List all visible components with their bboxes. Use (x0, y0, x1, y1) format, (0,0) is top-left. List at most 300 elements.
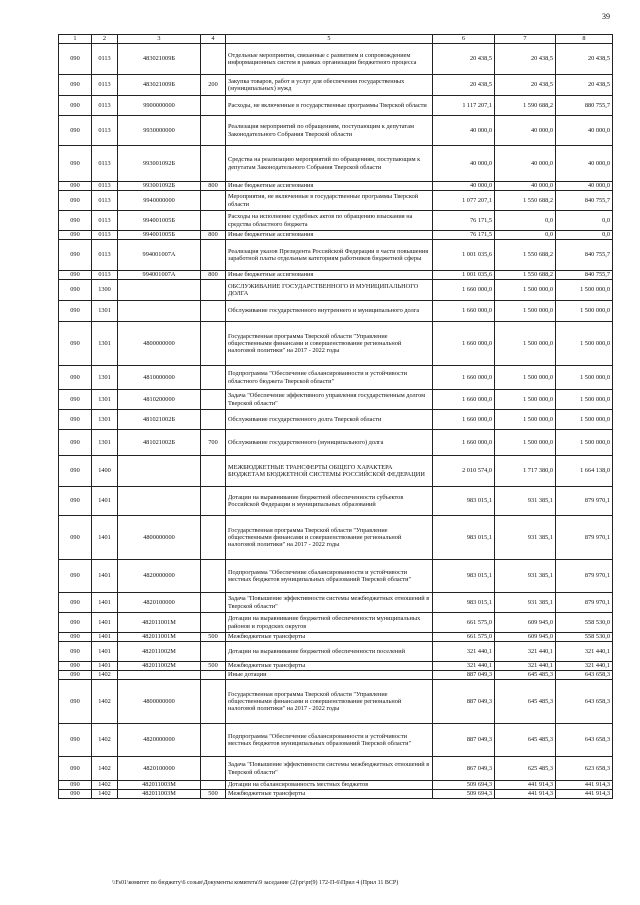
cell-ministry: 090 (59, 781, 92, 790)
cell-ministry: 090 (59, 456, 92, 487)
table-row (59, 680, 613, 724)
table-row (59, 271, 613, 280)
cell-expense-type (201, 456, 226, 487)
cell-amount-2021: 1 590 688,2 (495, 96, 556, 116)
cell-description: Государственная программа Тверской области "Управление общественными финансами и совершенствование региональной налоговой политики" на 2017 - 2022 годы (226, 322, 433, 366)
cell-ministry: 090 (59, 790, 92, 799)
cell-expense-type: 700 (201, 430, 226, 456)
cell-expense-type (201, 211, 226, 231)
cell-target-article: 481021002Б (118, 430, 201, 456)
page-number: 39 (602, 12, 610, 21)
cell-expense-type (201, 96, 226, 116)
cell-expense-type: 200 (201, 75, 226, 96)
cell-section: 1401 (92, 593, 118, 613)
cell-target-article (118, 456, 201, 487)
cell-target-article: 9940000000 (118, 191, 201, 211)
cell-target-article: 9930000000 (118, 116, 201, 146)
cell-amount-2022: 643 658,3 (556, 724, 613, 757)
cell-target-article: 994001007А (118, 271, 201, 280)
cell-amount-2020: 2 010 574,0 (433, 456, 495, 487)
cell-ministry: 090 (59, 322, 92, 366)
cell-amount-2020: 887 049,3 (433, 680, 495, 724)
cell-amount-2022: 1 500 000,0 (556, 301, 613, 322)
cell-amount-2022: 441 914,3 (556, 790, 613, 799)
cell-description: МЕЖБЮДЖЕТНЫЕ ТРАНСФЕРТЫ ОБЩЕГО ХАРАКТЕРА БЮДЖЕТАМ БЮДЖЕТНОЙ СИСТЕМЫ РОССИЙСКОЙ ФЕДЕРАЦИИ (226, 456, 433, 487)
cell-amount-2022: 880 755,7 (556, 96, 613, 116)
cell-section: 0113 (92, 211, 118, 231)
cell-section: 0113 (92, 271, 118, 280)
cell-expense-type (201, 240, 226, 271)
cell-expense-type (201, 116, 226, 146)
cell-expense-type (201, 680, 226, 724)
cell-section: 1402 (92, 671, 118, 680)
table-row (59, 211, 613, 231)
cell-ministry: 090 (59, 182, 92, 191)
cell-section: 1300 (92, 280, 118, 301)
column-header: 4 (201, 35, 226, 44)
cell-ministry: 090 (59, 44, 92, 75)
cell-ministry: 090 (59, 487, 92, 516)
table-row (59, 44, 613, 75)
cell-description: Обслуживание государственного (муниципального) долга (226, 430, 433, 456)
cell-amount-2021: 1 500 000,0 (495, 410, 556, 430)
cell-section: 1401 (92, 516, 118, 560)
cell-ministry: 090 (59, 390, 92, 410)
cell-amount-2020: 1 660 000,0 (433, 430, 495, 456)
cell-ministry: 090 (59, 593, 92, 613)
cell-amount-2021: 1 550 688,2 (495, 271, 556, 280)
table-row (59, 724, 613, 757)
cell-amount-2022: 840 755,7 (556, 191, 613, 211)
cell-target-article: 482011003М (118, 790, 201, 799)
cell-amount-2021: 645 485,3 (495, 724, 556, 757)
table-row (59, 240, 613, 271)
cell-description: Отдельные мероприятия, связанные с развитием и сопровождением информационных систем в рамках организации бюджетного процесса (226, 44, 433, 75)
cell-amount-2020: 1 117 207,1 (433, 96, 495, 116)
cell-target-article: 4800000000 (118, 322, 201, 366)
cell-amount-2022: 0,0 (556, 231, 613, 240)
cell-expense-type (201, 301, 226, 322)
cell-amount-2020: 20 438,5 (433, 44, 495, 75)
cell-description: Межбюджетные трансферты (226, 790, 433, 799)
table-row (59, 790, 613, 799)
table-row (59, 410, 613, 430)
cell-ministry: 090 (59, 662, 92, 671)
cell-amount-2020: 76 171,5 (433, 211, 495, 231)
cell-description: Расходы, не включенные в государственные программы Тверской области (226, 96, 433, 116)
cell-amount-2021: 645 485,3 (495, 671, 556, 680)
cell-amount-2021: 0,0 (495, 211, 556, 231)
cell-target-article: 994001005Б (118, 211, 201, 231)
cell-target-article: 4820100000 (118, 757, 201, 781)
cell-description: Задача "Обеспечение эффективного управления государственным долгом Тверской области" (226, 390, 433, 410)
table-row (59, 560, 613, 593)
cell-ministry: 090 (59, 642, 92, 662)
cell-target-article: 4810000000 (118, 366, 201, 390)
cell-section: 1301 (92, 301, 118, 322)
cell-target-article: 4810200000 (118, 390, 201, 410)
cell-expense-type (201, 410, 226, 430)
cell-ministry: 090 (59, 671, 92, 680)
cell-expense-type: 500 (201, 790, 226, 799)
cell-amount-2022: 840 755,7 (556, 271, 613, 280)
cell-expense-type (201, 724, 226, 757)
cell-amount-2021: 321 440,1 (495, 662, 556, 671)
cell-amount-2022: 0,0 (556, 211, 613, 231)
cell-expense-type (201, 322, 226, 366)
cell-expense-type (201, 613, 226, 633)
cell-ministry: 090 (59, 280, 92, 301)
cell-ministry: 090 (59, 430, 92, 456)
cell-ministry: 090 (59, 301, 92, 322)
column-header: 3 (118, 35, 201, 44)
table-row (59, 671, 613, 680)
cell-ministry: 090 (59, 757, 92, 781)
table-body (59, 44, 613, 799)
cell-amount-2021: 645 485,3 (495, 680, 556, 724)
table-row (59, 642, 613, 662)
cell-amount-2022: 879 970,1 (556, 487, 613, 516)
cell-amount-2022: 321 440,1 (556, 642, 613, 662)
cell-target-article: 4820000000 (118, 560, 201, 593)
cell-target-article (118, 487, 201, 516)
cell-amount-2021: 40 000,0 (495, 146, 556, 182)
cell-description: Дотации на выравнивание бюджетной обеспеченности муниципальных районов и городских округов (226, 613, 433, 633)
cell-amount-2020: 1 660 000,0 (433, 366, 495, 390)
cell-amount-2020: 509 694,3 (433, 790, 495, 799)
table-row (59, 280, 613, 301)
cell-target-article: 4820100000 (118, 593, 201, 613)
cell-description: ОБСЛУЖИВАНИЕ ГОСУДАРСТВЕННОГО И МУНИЦИПАЛЬНОГО ДОЛГА (226, 280, 433, 301)
cell-expense-type: 500 (201, 633, 226, 642)
cell-description: Задача "Повышение эффективности системы межбюджетных отношений в Тверской области" (226, 593, 433, 613)
cell-target-article: 482011003М (118, 781, 201, 790)
cell-amount-2022: 558 530,0 (556, 613, 613, 633)
table-row (59, 516, 613, 560)
table-row (59, 301, 613, 322)
cell-description: Реализация указов Президента Российской Федерации в части повышения заработной платы отдельным категориям работников бюджетной сферы (226, 240, 433, 271)
cell-amount-2022: 1 500 000,0 (556, 410, 613, 430)
cell-description: Обслуживание государственного долга Тверской области (226, 410, 433, 430)
cell-expense-type (201, 146, 226, 182)
table-row (59, 390, 613, 410)
cell-description: Иные дотации (226, 671, 433, 680)
cell-amount-2021: 20 438,5 (495, 44, 556, 75)
cell-ministry: 090 (59, 366, 92, 390)
cell-target-article: 9900000000 (118, 96, 201, 116)
cell-ministry: 090 (59, 96, 92, 116)
cell-section: 1301 (92, 366, 118, 390)
cell-amount-2020: 661 575,0 (433, 613, 495, 633)
cell-section: 1401 (92, 613, 118, 633)
cell-section: 1402 (92, 781, 118, 790)
cell-amount-2022: 40 000,0 (556, 116, 613, 146)
cell-expense-type (201, 516, 226, 560)
table-row (59, 191, 613, 211)
cell-amount-2022: 623 658,3 (556, 757, 613, 781)
cell-section: 0113 (92, 182, 118, 191)
cell-amount-2022: 643 658,3 (556, 680, 613, 724)
column-header: 5 (226, 35, 433, 44)
cell-expense-type (201, 390, 226, 410)
cell-amount-2021: 20 438,5 (495, 75, 556, 96)
cell-ministry: 090 (59, 410, 92, 430)
cell-section: 0113 (92, 96, 118, 116)
cell-description: Закупка товаров, работ и услуг для обеспечения государственных (муниципальных) нужд (226, 75, 433, 96)
cell-amount-2021: 931 385,1 (495, 487, 556, 516)
cell-description: Дотации на выравнивание бюджетной обеспеченности субъектов Российской Федерации и муниципальных образований (226, 487, 433, 516)
cell-amount-2022: 1 500 000,0 (556, 390, 613, 410)
cell-amount-2020: 887 049,3 (433, 724, 495, 757)
cell-ministry: 090 (59, 613, 92, 633)
cell-amount-2020: 1 077 207,1 (433, 191, 495, 211)
cell-amount-2022: 879 970,1 (556, 516, 613, 560)
cell-ministry: 090 (59, 231, 92, 240)
cell-amount-2022: 1 500 000,0 (556, 280, 613, 301)
cell-ministry: 090 (59, 116, 92, 146)
cell-amount-2022: 441 914,3 (556, 781, 613, 790)
cell-section: 1301 (92, 430, 118, 456)
table-row (59, 146, 613, 182)
cell-target-article (118, 280, 201, 301)
cell-amount-2021: 1 500 000,0 (495, 390, 556, 410)
cell-amount-2022: 840 755,7 (556, 240, 613, 271)
cell-amount-2022: 321 440,1 (556, 662, 613, 671)
cell-amount-2022: 643 658,3 (556, 671, 613, 680)
table-row (59, 593, 613, 613)
cell-amount-2021: 609 945,0 (495, 633, 556, 642)
cell-description: Подпрограмма "Обеспечение сбалансированности и устойчивости областного бюджета Тверской области" (226, 366, 433, 390)
column-header: 1 (59, 35, 92, 44)
cell-description: Обслуживание государственного внутреннего и муниципального долга (226, 301, 433, 322)
cell-amount-2020: 887 049,3 (433, 671, 495, 680)
table-row (59, 487, 613, 516)
cell-section: 1301 (92, 410, 118, 430)
cell-amount-2020: 1 001 035,6 (433, 271, 495, 280)
cell-amount-2021: 1 500 000,0 (495, 430, 556, 456)
cell-section: 0113 (92, 240, 118, 271)
cell-amount-2020: 983 015,1 (433, 516, 495, 560)
cell-amount-2020: 867 049,3 (433, 757, 495, 781)
cell-expense-type (201, 487, 226, 516)
cell-amount-2022: 879 970,1 (556, 593, 613, 613)
cell-section: 0113 (92, 191, 118, 211)
cell-amount-2022: 20 438,5 (556, 75, 613, 96)
budget-table (58, 34, 613, 799)
cell-description: Государственная программа Тверской области "Управление общественными финансами и совершенствование региональной налоговой политики" на 2017 - 2022 годы (226, 516, 433, 560)
cell-section: 1402 (92, 680, 118, 724)
column-header: 2 (92, 35, 118, 44)
cell-target-article: 483021009Б (118, 75, 201, 96)
cell-description: Расходы на исполнение судебных актов по обращению взыскания на средства областного бюджета (226, 211, 433, 231)
cell-ministry: 090 (59, 560, 92, 593)
cell-amount-2021: 1 550 688,2 (495, 240, 556, 271)
table-row (59, 662, 613, 671)
cell-amount-2020: 661 575,0 (433, 633, 495, 642)
cell-amount-2020: 983 015,1 (433, 560, 495, 593)
cell-amount-2022: 1 664 138,0 (556, 456, 613, 487)
cell-section: 0113 (92, 146, 118, 182)
cell-amount-2020: 321 440,1 (433, 642, 495, 662)
cell-expense-type (201, 757, 226, 781)
cell-amount-2020: 983 015,1 (433, 487, 495, 516)
cell-target-article: 4800000000 (118, 680, 201, 724)
cell-amount-2021: 1 717 380,0 (495, 456, 556, 487)
cell-description: Средства на реализацию мероприятий по обращениям, поступающим к депутатам Законодательного Собрания Тверской области (226, 146, 433, 182)
cell-target-article: 4820000000 (118, 724, 201, 757)
cell-target-article (118, 301, 201, 322)
cell-target-article: 482011002М (118, 662, 201, 671)
cell-section: 1402 (92, 790, 118, 799)
cell-expense-type (201, 191, 226, 211)
cell-amount-2021: 40 000,0 (495, 116, 556, 146)
cell-expense-type: 800 (201, 182, 226, 191)
column-header: 8 (556, 35, 613, 44)
cell-target-article: 4800000000 (118, 516, 201, 560)
cell-expense-type (201, 671, 226, 680)
cell-amount-2021: 1 550 688,2 (495, 191, 556, 211)
cell-amount-2022: 1 500 000,0 (556, 322, 613, 366)
cell-target-article: 481021002Б (118, 410, 201, 430)
cell-amount-2021: 441 914,3 (495, 781, 556, 790)
cell-section: 1401 (92, 560, 118, 593)
cell-description: Подпрограмма "Обеспечение сбалансированности и устойчивости местных бюджетов муниципальных образований Тверской области" (226, 560, 433, 593)
table-row (59, 456, 613, 487)
cell-amount-2021: 441 914,3 (495, 790, 556, 799)
cell-amount-2022: 20 438,5 (556, 44, 613, 75)
cell-expense-type (201, 280, 226, 301)
cell-expense-type: 800 (201, 231, 226, 240)
cell-expense-type (201, 560, 226, 593)
cell-amount-2021: 931 385,1 (495, 593, 556, 613)
cell-amount-2022: 40 000,0 (556, 182, 613, 191)
cell-amount-2020: 509 694,3 (433, 781, 495, 790)
cell-ministry: 090 (59, 516, 92, 560)
cell-section: 1401 (92, 662, 118, 671)
cell-amount-2021: 1 500 000,0 (495, 280, 556, 301)
table-row (59, 430, 613, 456)
cell-description: Государственная программа Тверской области "Управление общественными финансами и совершенствование региональной налоговой политики" на 2017 - 2022 годы (226, 680, 433, 724)
cell-amount-2022: 40 000,0 (556, 146, 613, 182)
cell-amount-2020: 20 438,5 (433, 75, 495, 96)
table-header-row (59, 35, 613, 44)
cell-amount-2021: 609 945,0 (495, 613, 556, 633)
cell-amount-2020: 40 000,0 (433, 116, 495, 146)
cell-amount-2020: 1 660 000,0 (433, 322, 495, 366)
cell-ministry: 090 (59, 724, 92, 757)
cell-amount-2021: 0,0 (495, 231, 556, 240)
cell-target-article: 482011001М (118, 613, 201, 633)
cell-target-article: 482011001М (118, 633, 201, 642)
table-row (59, 116, 613, 146)
cell-target-article: 483021009Б (118, 44, 201, 75)
cell-description: Иные бюджетные ассигнования (226, 231, 433, 240)
cell-amount-2020: 1 660 000,0 (433, 280, 495, 301)
cell-target-article: 993001092Б (118, 146, 201, 182)
file-path-footer: \\Fs01\комитет по бюджету\6 созыв\Документы комитета\9 заседание (2)\pr\pr(9) 172-П-6\Прил 4 (Прил 11 ВСР) (112, 880, 399, 886)
cell-amount-2020: 983 015,1 (433, 593, 495, 613)
cell-expense-type (201, 642, 226, 662)
cell-amount-2020: 76 171,5 (433, 231, 495, 240)
cell-section: 0113 (92, 44, 118, 75)
cell-section: 0113 (92, 116, 118, 146)
cell-description: Подпрограмма "Обеспечение сбалансированности и устойчивости местных бюджетов муниципальных образований Тверской области" (226, 724, 433, 757)
cell-section: 1401 (92, 487, 118, 516)
cell-expense-type (201, 44, 226, 75)
table-row (59, 633, 613, 642)
cell-section: 1301 (92, 390, 118, 410)
cell-description: Иные бюджетные ассигнования (226, 271, 433, 280)
cell-amount-2021: 1 500 000,0 (495, 366, 556, 390)
cell-expense-type (201, 366, 226, 390)
cell-section: 1402 (92, 757, 118, 781)
table-row (59, 781, 613, 790)
cell-amount-2021: 321 440,1 (495, 642, 556, 662)
cell-target-article: 994001005Б (118, 231, 201, 240)
cell-target-article (118, 671, 201, 680)
cell-amount-2020: 1 001 035,6 (433, 240, 495, 271)
cell-description: Иные бюджетные ассигнования (226, 182, 433, 191)
cell-target-article: 994001007А (118, 240, 201, 271)
column-header: 7 (495, 35, 556, 44)
table-row (59, 366, 613, 390)
cell-amount-2020: 1 660 000,0 (433, 390, 495, 410)
cell-amount-2021: 1 500 000,0 (495, 322, 556, 366)
cell-amount-2022: 1 500 000,0 (556, 366, 613, 390)
cell-section: 1301 (92, 322, 118, 366)
cell-amount-2021: 625 485,3 (495, 757, 556, 781)
cell-expense-type: 800 (201, 271, 226, 280)
table-row (59, 322, 613, 366)
cell-amount-2021: 1 500 000,0 (495, 301, 556, 322)
cell-amount-2021: 931 385,1 (495, 560, 556, 593)
cell-ministry: 090 (59, 211, 92, 231)
cell-section: 1401 (92, 642, 118, 662)
cell-expense-type (201, 593, 226, 613)
cell-amount-2020: 1 660 000,0 (433, 301, 495, 322)
table-row (59, 231, 613, 240)
cell-amount-2022: 879 970,1 (556, 560, 613, 593)
cell-section: 0113 (92, 231, 118, 240)
cell-target-article: 993001092Б (118, 182, 201, 191)
cell-amount-2020: 321 440,1 (433, 662, 495, 671)
cell-amount-2021: 931 385,1 (495, 516, 556, 560)
cell-description: Дотации на выравнивание бюджетной обеспеченности поселений (226, 642, 433, 662)
cell-amount-2022: 1 500 000,0 (556, 430, 613, 456)
cell-amount-2020: 1 660 000,0 (433, 410, 495, 430)
cell-expense-type: 500 (201, 662, 226, 671)
cell-description: Задача "Повышение эффективности системы межбюджетных отношений в Тверской области" (226, 757, 433, 781)
cell-amount-2020: 40 000,0 (433, 146, 495, 182)
cell-ministry: 090 (59, 146, 92, 182)
column-header: 6 (433, 35, 495, 44)
cell-description: Реализация мероприятий по обращениям, поступающим к депутатам Законодательного Собрания Тверской области (226, 116, 433, 146)
cell-amount-2021: 40 000,0 (495, 182, 556, 191)
cell-ministry: 090 (59, 680, 92, 724)
cell-target-article: 482011002М (118, 642, 201, 662)
cell-description: Межбюджетные трансферты (226, 633, 433, 642)
cell-section: 0113 (92, 75, 118, 96)
cell-description: Межбюджетные трансферты (226, 662, 433, 671)
cell-section: 1401 (92, 633, 118, 642)
cell-ministry: 090 (59, 633, 92, 642)
cell-amount-2022: 558 530,0 (556, 633, 613, 642)
cell-ministry: 090 (59, 240, 92, 271)
cell-expense-type (201, 781, 226, 790)
cell-ministry: 090 (59, 271, 92, 280)
table-row (59, 182, 613, 191)
cell-ministry: 090 (59, 191, 92, 211)
